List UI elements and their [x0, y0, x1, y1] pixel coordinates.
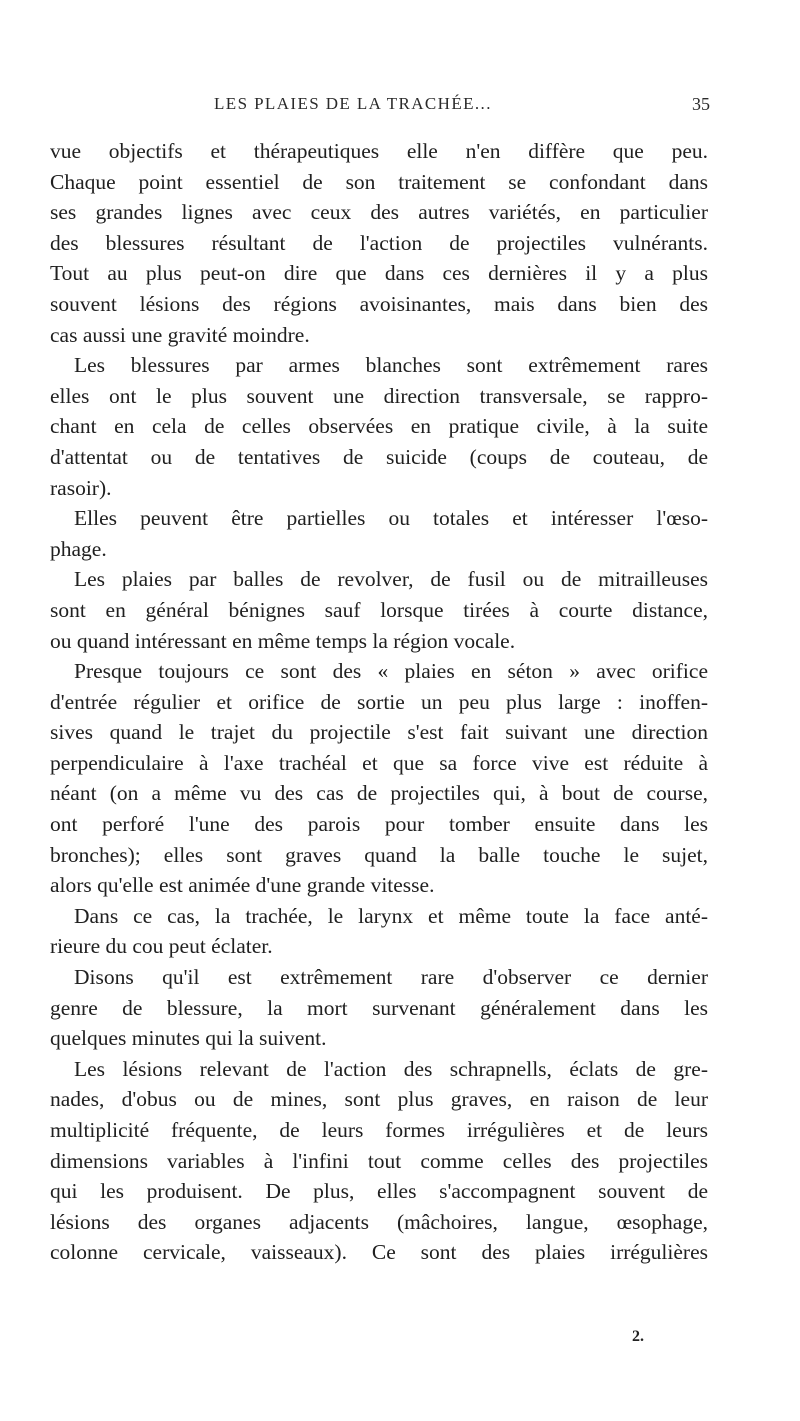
- text-line: Dans ce cas, la trachée, le larynx et même toute la face anté-: [74, 903, 708, 928]
- text-line: multiplicité fréquente, de leurs formes irrégulières et de leurs: [50, 1118, 708, 1142]
- text-line: sives quand le trajet du projectile s'est fait suivant une direction: [50, 720, 708, 745]
- text-line: dimensions variables à l'infini tout comme celles des projectiles: [50, 1148, 708, 1173]
- text-line: alors qu'elle est animée d'une grande vitesse.: [50, 873, 435, 898]
- text-line: néant (on a même vu des cas de projectiles qui, à bout de course,: [50, 781, 708, 806]
- text-line: vue objectifs et thérapeutiques elle n'en diffère que peu.: [50, 139, 708, 163]
- text-line: Tout au plus peut-on dire que dans ces dernières il y a plus: [50, 261, 708, 286]
- text-line: perpendiculaire à l'axe trachéal et que sa force vive est réduite à: [50, 750, 708, 775]
- text-line: chant en cela de celles observées en pratique civile, à la suite: [50, 414, 708, 439]
- text-line: ses grandes lignes avec ceux des autres variétés, en particulier: [50, 200, 708, 225]
- text-line: nades, d'obus ou de mines, sont plus graves, en raison de leur: [50, 1087, 708, 1112]
- text-line: Les lésions relevant de l'action des schrapnells, éclats de gre-: [74, 1056, 708, 1081]
- text-line: sont en général bénignes sauf lorsque tirées à courte distance,: [50, 597, 708, 622]
- text-line: phage.: [50, 536, 107, 561]
- text-line: d'entrée régulier et orifice de sortie un peu plus large : inoffen-: [50, 689, 708, 714]
- text-line: genre de blessure, la mort survenant généralement dans les: [50, 995, 708, 1020]
- text-line: des blessures résultant de l'action de projectiles vulnérants.: [50, 230, 708, 255]
- page-header: [200, 94, 710, 124]
- text-line: rieure du cou peut éclater.: [50, 934, 273, 959]
- text-line: colonne cervicale, vaisseaux). Ce sont des plaies irrégulières: [50, 1240, 708, 1265]
- page-number: 35: [692, 94, 710, 114]
- text-line: Les blessures par armes blanches sont extrêmement rares: [74, 353, 708, 378]
- text-line: elles ont le plus souvent une direction transversale, se rappro-: [50, 383, 708, 408]
- text-line: souvent lésions des régions avoisinantes, mais dans bien des: [50, 291, 708, 316]
- text-line: Chaque point essentiel de son traitement se confondant dans: [50, 169, 708, 194]
- text-line: bronches); elles sont graves quand la balle touche le sujet,: [50, 842, 708, 867]
- text-line: rasoir).: [50, 475, 112, 500]
- text-line: Disons qu'il est extrêmement rare d'observer ce dernier: [74, 965, 708, 990]
- text-line: ou quand intéressant en même temps la région vocale.: [50, 628, 516, 653]
- text-line: lésions des organes adjacents (mâchoires, langue, œsophage,: [50, 1209, 708, 1234]
- text-line: cas aussi une gravité moindre.: [50, 322, 310, 347]
- text-line: Elles peuvent être partielles ou totales et intéresser l'œso-: [74, 506, 708, 531]
- text-line: d'attentat ou de tentatives de suicide (coups de couteau, de: [50, 444, 708, 469]
- running-title: LES PLAIES DE LA TRACHÉE...: [214, 94, 492, 113]
- text-line: Les plaies par balles de revolver, de fusil ou de mitrailleuses: [74, 567, 708, 592]
- text-line: qui les produisent. De plus, elles s'accompagnent souvent de: [50, 1179, 708, 1204]
- body-text: [50, 136, 708, 1268]
- text-line: ont perforé l'une des parois pour tomber ensuite dans les: [50, 812, 708, 837]
- signature-mark: 2.: [632, 1328, 644, 1345]
- text-line: quelques minutes qui la suivent.: [50, 1026, 327, 1051]
- text-line: Presque toujours ce sont des « plaies en séton » avec orifice: [74, 659, 708, 684]
